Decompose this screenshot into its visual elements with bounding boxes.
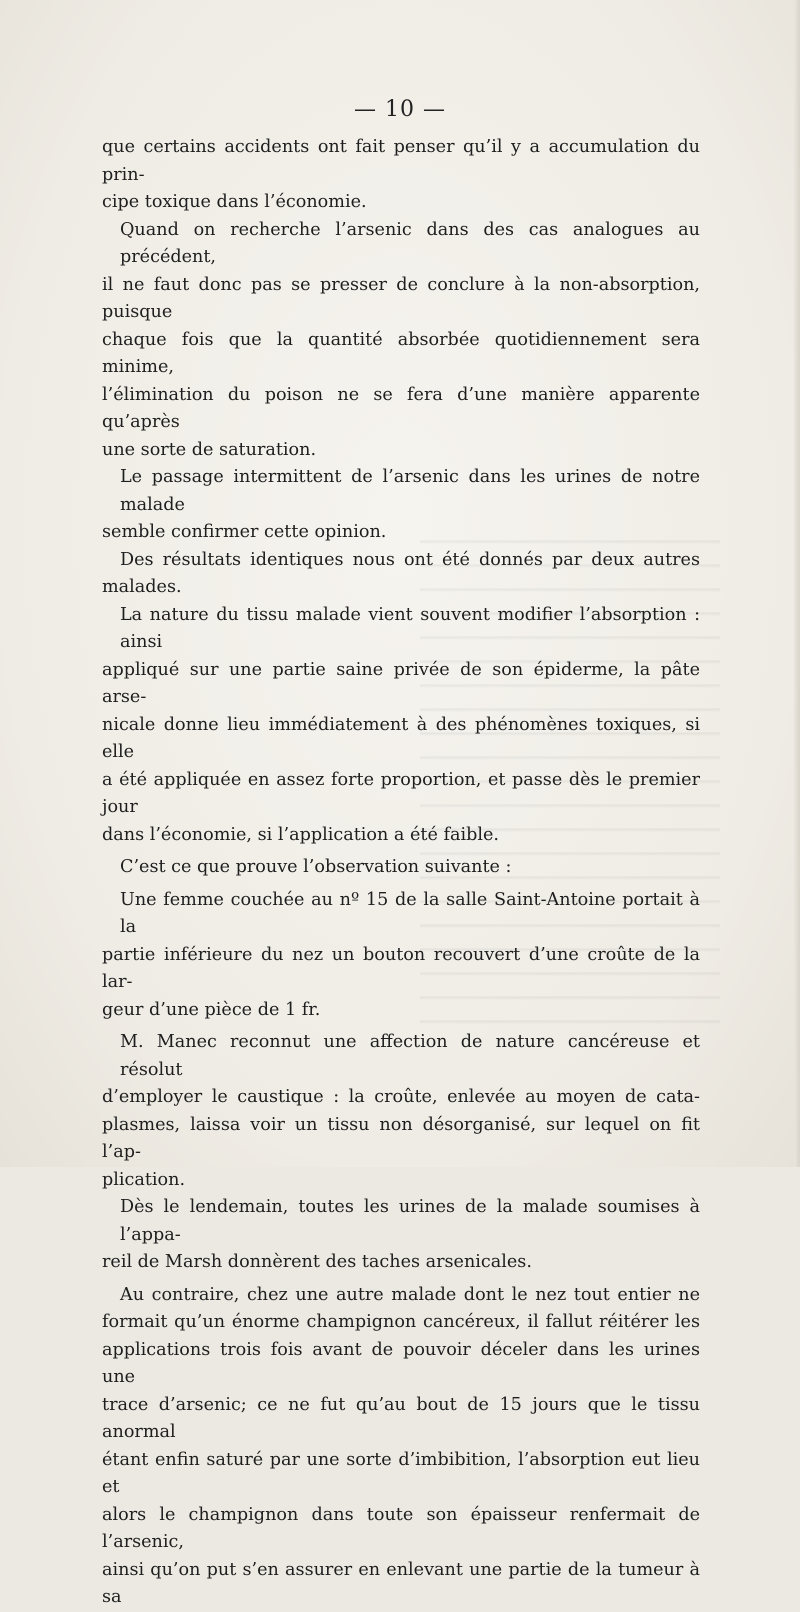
text-line: La nature du tissu malade vient souvent modifier l’absorption : ainsi: [120, 604, 700, 652]
text-line: étant enfin saturé par une sorte d’imbibition, l’absorption eut lieu et: [102, 1449, 700, 1497]
text-line: l’élimination du poison ne se fera d’une manière apparente qu’après: [102, 384, 700, 432]
text-line: applications trois fois avant de pouvoir déceler dans les urines une: [102, 1339, 700, 1387]
text-line: chaque fois que la quantité absorbée quotidiennement sera minime,: [102, 329, 700, 377]
text-line: plasmes, laissa voir un tissu non désorganisé, sur lequel on fit l’ap-: [102, 1114, 700, 1162]
text-line: C’est ce que prouve l’observation suivante :: [120, 857, 512, 877]
text-line: dans l’économie, si l’application a été faible.: [102, 824, 499, 845]
text-line: cipe toxique dans l’économie.: [102, 192, 367, 212]
text-line: Au contraire, chez une autre malade dont le nez tout entier ne: [120, 1284, 700, 1305]
text-line: formait qu’un énorme champignon cancéreux, il fallut réitérer les: [102, 1312, 700, 1332]
text-line: Des résultats identiques nous ont été donnés par deux autres: [120, 549, 700, 570]
text-line: M. Manec reconnut une affection de nature cancéreuse et résolut: [120, 1032, 700, 1080]
text-line: semble confirmer cette opinion.: [102, 522, 387, 542]
text-line: plication.: [102, 1169, 186, 1190]
text-line: une sorte de saturation.: [102, 439, 317, 460]
text-line: il ne faut donc pas se presser de conclure à la non-absorption, puisque: [102, 274, 700, 322]
text-line: malades.: [102, 577, 182, 597]
page-number: — 10 —: [354, 97, 446, 122]
page-edge: [794, 0, 800, 1167]
text-line: d’employer le caustique : la croûte, enlevée au moyen de cata-: [102, 1087, 700, 1107]
text-line: appliqué sur une partie saine privée de son épiderme, la pâte arse-: [102, 659, 700, 707]
text-line: reil de Marsh donnèrent des taches arsenicales.: [102, 1252, 532, 1272]
text-line: Dès le lendemain, toutes les urines de la malade soumises à l’appa-: [120, 1197, 700, 1245]
text-line: Quand on recherche l’arsenic dans des cas analogues au précédent,: [120, 219, 700, 267]
text-line: ainsi qu’on put s’en assurer en enlevant une partie de la tumeur à sa: [102, 1559, 700, 1607]
text-line: geur d’une pièce de 1 fr.: [102, 999, 321, 1020]
text-line: que certains accidents ont fait penser qu’il y a accumulation du prin-: [102, 137, 700, 185]
text-line: partie inférieure du nez un bouton recouvert d’une croûte de la lar-: [102, 944, 700, 992]
text-line: Le passage intermittent de l’arsenic dans les urines de notre malade: [120, 467, 700, 515]
text-line: nicale donne lieu immédiatement à des phénomènes toxiques, si elle: [102, 714, 700, 762]
text-line: alors le champignon dans toute son épaisseur renfermait de l’arsenic,: [102, 1504, 700, 1552]
text-line: Une femme couchée au nº 15 de la salle Saint-Antoine portait à la: [120, 889, 700, 937]
body-text: [102, 134, 700, 1612]
text-line: a été appliquée en assez forte proportion, et passe dès le premier jour: [102, 769, 700, 817]
text-line: trace d’arsenic; ce ne fut qu’au bout de 15 jours que le tissu anormal: [102, 1394, 700, 1442]
